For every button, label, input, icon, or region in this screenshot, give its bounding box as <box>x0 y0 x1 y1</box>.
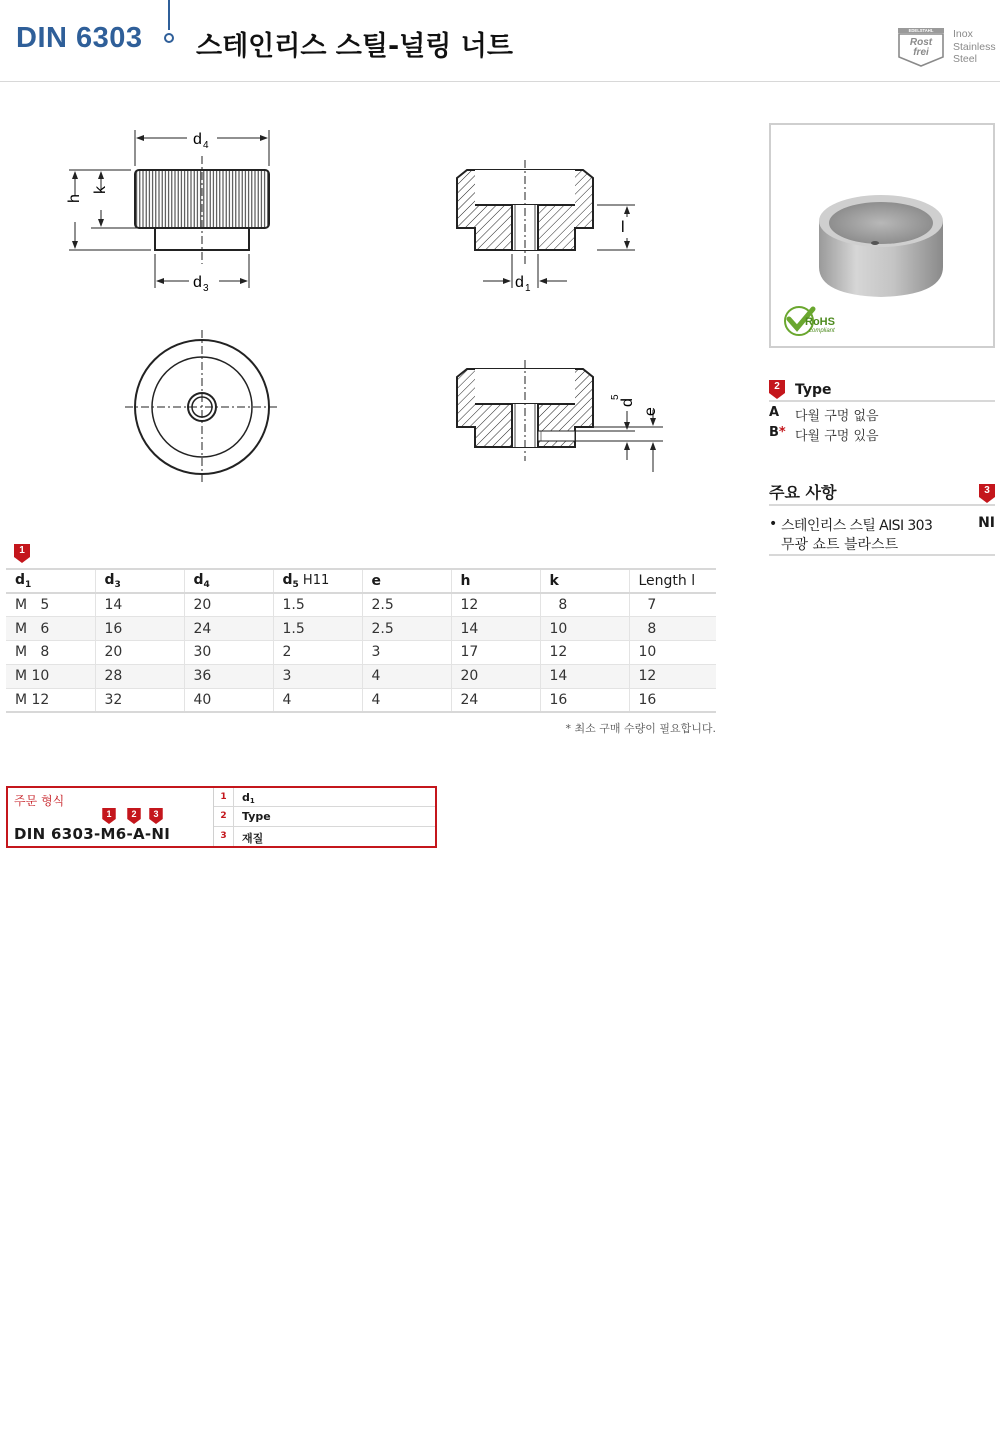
table-cell: 32 <box>95 688 184 712</box>
badge-3-icon: 3 <box>979 484 995 503</box>
col-k: k <box>540 569 629 593</box>
col-length: Length l <box>629 569 716 593</box>
material-item: • 스테인리스 스틸 AISI 303 무광 쇼트 블라스트 NI <box>769 506 995 556</box>
table-cell: 20 <box>184 593 273 617</box>
table-row <box>6 593 716 617</box>
section-view-type-b <box>457 360 663 472</box>
col-d3: $d_3$ <box>95 569 184 593</box>
k-label: k <box>92 186 109 194</box>
table-row <box>6 617 716 641</box>
table-cell: M 12 <box>6 688 95 712</box>
type-section <box>769 378 995 442</box>
l-label: l <box>621 219 625 236</box>
table-cell: M 5 <box>6 593 95 617</box>
table-cell: 2.5 <box>362 617 451 641</box>
d5-label: d <box>619 398 636 407</box>
table-cell: 1.5 <box>273 617 362 641</box>
svg-text:5: 5 <box>610 394 621 400</box>
table-cell: 4 <box>362 664 451 688</box>
table-cell: 28 <box>95 664 184 688</box>
table-row <box>6 641 716 665</box>
svg-text:compliant: compliant <box>809 328 835 334</box>
logo-caption: Inox Stainless Steel <box>953 28 996 65</box>
table-header-row <box>6 569 716 593</box>
table-cell: 14 <box>540 664 629 688</box>
col-d5: $d_5$ H11 <box>273 569 362 593</box>
side-view-drawing <box>66 130 269 294</box>
dimensions-table <box>6 568 716 713</box>
table-cell: 7 <box>629 593 716 617</box>
table-cell: M 10 <box>6 664 95 688</box>
col-d1: $d_1$ <box>6 569 95 593</box>
svg-text:1: 1 <box>525 283 531 294</box>
table-cell: 12 <box>451 593 540 617</box>
table-cell: 16 <box>629 688 716 712</box>
features-header <box>769 478 995 506</box>
order-format-label: 주문 형식 <box>14 794 65 808</box>
d1-label: d <box>515 274 524 291</box>
page-header <box>0 0 1000 82</box>
rostfrei-logo-icon <box>897 27 945 67</box>
header-divider-line <box>168 0 170 30</box>
order-legend-row: 3 재질 <box>214 827 435 846</box>
order-legend <box>214 788 435 846</box>
type-title: Type <box>795 382 832 398</box>
table-cell: 3 <box>273 664 362 688</box>
material-line-1: 스테인리스 스틸 AISI 303 <box>781 518 933 534</box>
col-e: e <box>362 569 451 593</box>
h-label: h <box>66 194 83 203</box>
table-cell: 20 <box>95 641 184 665</box>
table-cell: M 8 <box>6 641 95 665</box>
svg-text:RoHS: RoHS <box>805 316 835 328</box>
table-cell: 2 <box>273 641 362 665</box>
order-badge-3-icon: 3 <box>149 808 165 827</box>
table-cell: 16 <box>540 688 629 712</box>
table-cell: 14 <box>451 617 540 641</box>
table-cell: 24 <box>184 617 273 641</box>
page-title: 스테인리스 스틸-널링 너트 <box>196 31 513 62</box>
rohs-badge-icon <box>785 307 835 335</box>
table-cell: 14 <box>95 593 184 617</box>
order-example-code: DIN 6303-M6-A-NI <box>14 825 171 843</box>
badge-1-icon: 1 <box>14 544 30 563</box>
product-code: DIN 6303 <box>16 22 143 54</box>
features-section <box>769 478 995 556</box>
table-cell: 4 <box>273 688 362 712</box>
table-cell: 2.5 <box>362 593 451 617</box>
type-header <box>769 378 995 402</box>
table-row <box>6 664 716 688</box>
table-row <box>6 688 716 712</box>
section-view-type-a <box>457 160 635 294</box>
table-cell: 36 <box>184 664 273 688</box>
header-divider-dot <box>164 33 174 43</box>
table-cell: 16 <box>95 617 184 641</box>
table-cell: 12 <box>629 664 716 688</box>
material-code: NI <box>978 515 995 531</box>
knurled-nut-image <box>771 125 993 346</box>
table-cell: 8 <box>629 617 716 641</box>
minimum-order-note: * 최소 구매 수량이 필요합니다. <box>565 722 716 735</box>
material-line-2: 무광 쇼트 블라스트 <box>781 537 899 553</box>
table-cell: 3 <box>362 641 451 665</box>
table-cell: 40 <box>184 688 273 712</box>
svg-text:4: 4 <box>203 140 209 151</box>
top-view-drawing <box>125 330 279 484</box>
table-cell: 24 <box>451 688 540 712</box>
table-cell: 12 <box>540 641 629 665</box>
e-label: e <box>642 407 659 416</box>
svg-text:3: 3 <box>203 283 209 294</box>
table-cell: 10 <box>629 641 716 665</box>
type-row-b: B* 다월 구멍 있음 <box>769 425 879 444</box>
table-cell: M 6 <box>6 617 95 641</box>
col-h: h <box>451 569 540 593</box>
order-format-box <box>6 786 437 848</box>
table-cell: 1.5 <box>273 593 362 617</box>
table-cell: 8 <box>540 593 629 617</box>
order-legend-row: 1 $d_1$ <box>214 788 435 807</box>
table-cell: 10 <box>540 617 629 641</box>
table-cell: 17 <box>451 641 540 665</box>
col-d4: $d_4$ <box>184 569 273 593</box>
features-title: 주요 사항 <box>769 483 837 502</box>
table-cell: 4 <box>362 688 451 712</box>
table-cell: 20 <box>451 664 540 688</box>
d4-label: d <box>193 131 202 148</box>
product-photo <box>769 123 995 348</box>
svg-text:EDELSTAHL: EDELSTAHL <box>908 28 934 34</box>
technical-drawings <box>55 120 695 500</box>
badge-2-icon: 2 <box>769 380 785 399</box>
order-badge-1-icon: 1 <box>102 808 118 827</box>
table-cell: 30 <box>184 641 273 665</box>
svg-text:Rost: Rost <box>909 37 933 48</box>
d3-label: d <box>193 274 202 291</box>
type-row-a: A 다월 구멍 없음 <box>769 405 879 424</box>
order-legend-row: 2 Type <box>214 807 435 826</box>
svg-text:frei: frei <box>913 47 929 58</box>
order-badge-2-icon: 2 <box>127 808 143 827</box>
